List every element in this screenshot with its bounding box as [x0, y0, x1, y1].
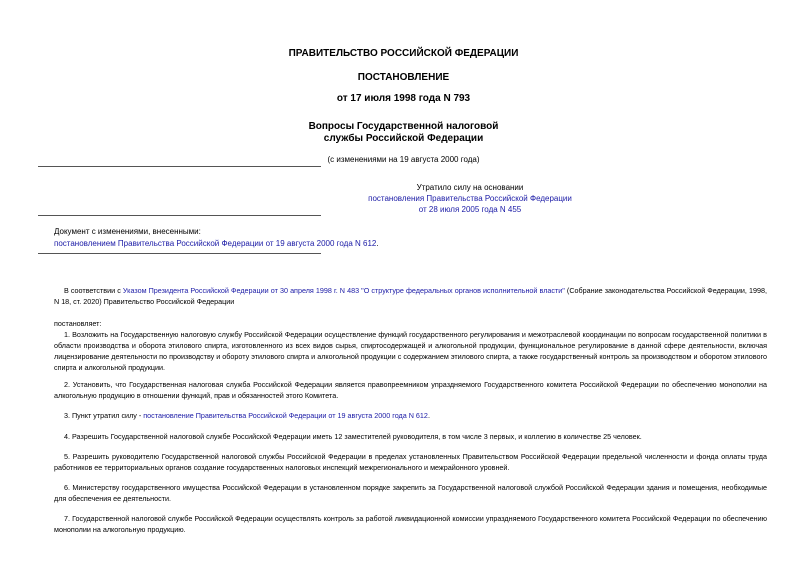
doc-changes-line2 [54, 238, 379, 250]
doc-changes-link[interactable]: постановлением Правительства Российской Федерации от 19 августа 2000 года N 612 [54, 239, 377, 248]
paragraph-3-after: . [427, 411, 430, 420]
document-title-line2: службы Российской Федерации [323, 133, 484, 144]
preamble-paragraph [54, 285, 767, 307]
paragraph-3-link[interactable]: постановление Правительства Российской Федерации от 19 августа 2000 года N 612 [143, 411, 428, 420]
separator-line [38, 253, 321, 254]
document-title-line1: Вопросы Государственной налоговой [308, 121, 499, 132]
lost-force-note [270, 182, 670, 215]
doc-changes-suffix: . [376, 239, 379, 248]
lost-force-line1: Утратило силу на основании [416, 183, 524, 192]
separator-line [38, 166, 321, 167]
lost-force-link-line3[interactable]: от 28 июля 2005 года N 455 [418, 205, 522, 214]
doc-changes-note [54, 226, 379, 250]
document-title [0, 121, 807, 145]
paragraph-5: 5. Разрешить руководителю Государственной налоговой службы Российской Федерации в пределах установленных Правительством Российской Федерации предельной численности и фонда оплаты труда работников ее территориальных органов создание государственных налоговых инспекций межрегионального и межрайонного уровней. [54, 452, 767, 472]
preamble-before: В соответствии с [64, 286, 123, 295]
decides-paragraph: постановляет: [54, 319, 102, 328]
preamble-link[interactable]: Указом Президента Российской Федерации от 30 апреля 1998 г. N 483 "О структуре федеральных органов исполнительной власти" [122, 286, 565, 295]
paragraph-3 [54, 410, 767, 421]
paragraph-2: 2. Установить, что Государственная налоговая служба Российской Федерации является правопреемником упраздняемого Государственного комитета Российской Федерации по обеспечению монополии на алкогольную продукцию в отношении функций, прав и обязанностей этого Комитета. [54, 380, 767, 400]
paragraph-6: 6. Министерству государственного имущества Российской Федерации в установленном порядке закрепить за Государственной налоговой службой Российской Федерации здания и помещения, необходимые для обеспечения ее деятельности. [54, 483, 767, 503]
paragraph-7: 7. Государственной налоговой службе Российской Федерации осуществлять контроль за работой ликвидационной комиссии упраздняемого Государственного комитета Российской Федерации по обеспечению монополии на алкогольную продукцию. [54, 514, 767, 534]
paragraph-4: 4. Разрешить Государственной налоговой службе Российской Федерации иметь 12 заместителей руководителя, в том числе 3 первых, и коллегию в количестве 25 человек. [64, 432, 642, 441]
lost-force-link-line2[interactable]: постановления Правительства Российской Федерации [368, 194, 572, 203]
date-number-heading: от 17 июля 1998 года N 793 [336, 93, 471, 104]
doc-changes-line1: Документ с изменениями, внесенными: [54, 227, 201, 236]
amendments-note: (с изменениями на 19 августа 2000 года) [327, 155, 480, 164]
paragraph-1: 1. Возложить на Государственную налоговую службу Российской Федерации осуществление функций государственного регулирования и межотраслевой координации по вопросам государственной политики в области производства и оборота этилового спирта, изготовленного из всех видов сырья, спиртосодержащей и алкогольной продукции, функциональное регулирование в данной сфере деятельности, включая лицензирование деятельности по производству и обороту этилового спирта и алкогольной продукции с содержанием этилового спирта, а также государственный контроль за производством и оборотом этилового спирта и алкогольной продукции. [54, 330, 767, 372]
doc-type-heading: ПОСТАНОВЛЕНИЕ [357, 72, 450, 83]
government-heading: ПРАВИТЕЛЬСТВО РОССИЙСКОЙ ФЕДЕРАЦИИ [288, 48, 519, 59]
separator-line [38, 215, 321, 216]
preamble-after: (Собрание законодательства Российской Федерации, 1998, N 18, ст. 2020) Правительство Российской Федерации [54, 286, 768, 306]
paragraph-3-before: 3. Пункт утратил силу - [64, 411, 144, 420]
